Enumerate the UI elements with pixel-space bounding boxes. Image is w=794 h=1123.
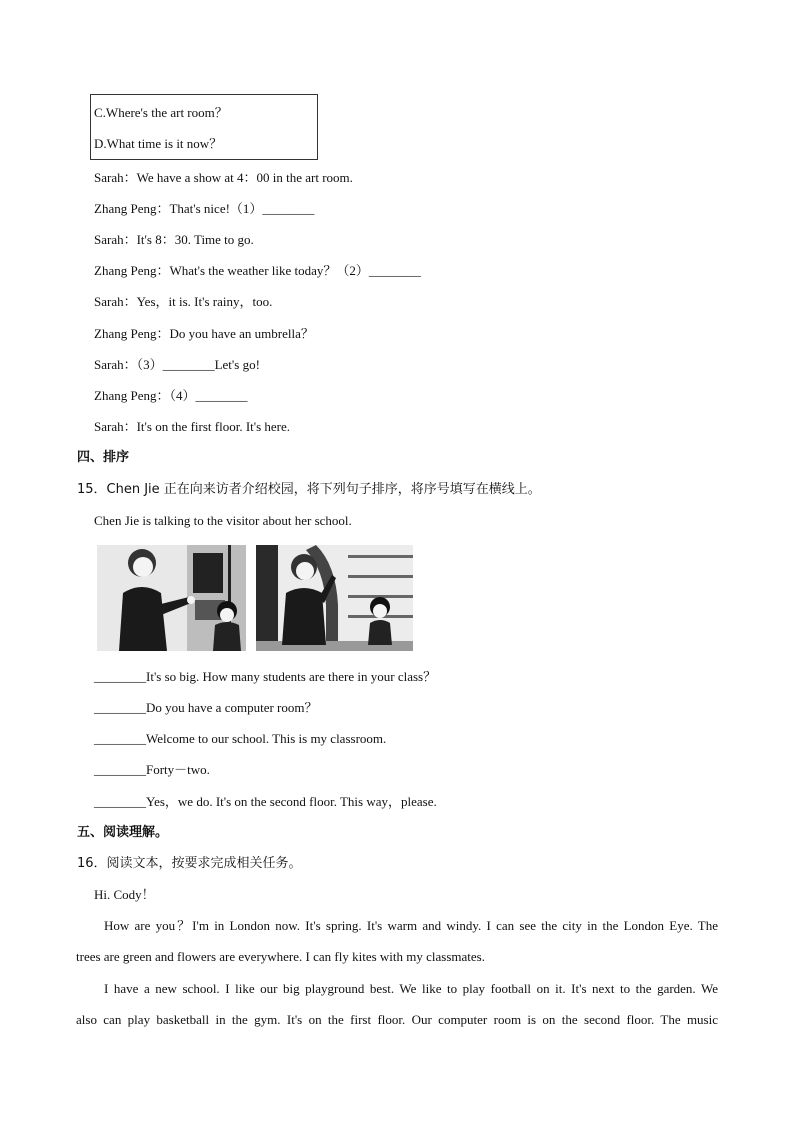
question-15: 15．Chen Jie 正在向来访者介绍校园，将下列句子排序，将序号填写在横线上。 — [77, 482, 541, 497]
option-c: C.Where's the art room？ — [94, 105, 228, 120]
dialogue-line: Zhang Peng：（4）________ — [94, 388, 248, 403]
sentence-line: ________Welcome to our school. This is my classroom. — [94, 731, 387, 746]
letter-greeting: Hi. Cody！ — [94, 887, 155, 902]
paragraph-text: How are you？I'm in London now. It's spring. It's warm and windy. I can see the city in the London Eye. The — [104, 918, 718, 933]
section-heading-4: 四、排序 — [77, 450, 130, 465]
sentence-line: ________Do you have a computer room？ — [94, 700, 318, 715]
question-15-english: Chen Jie is talking to the visitor about her school. — [94, 513, 352, 528]
dialogue-line: Zhang Peng：What's the weather like today？（2）________ — [94, 263, 421, 278]
classroom-picture — [97, 545, 246, 651]
sentence-line: ________Yes，we do. It's on the second floor. This way，please. — [94, 794, 437, 809]
dialogue-line: Sarah：We have a show at 4：00 in the art room. — [94, 170, 353, 185]
sentence-line: ________Forty－two. — [94, 762, 210, 777]
paragraph-2-line-1 — [76, 973, 718, 1004]
sentence-line: ________It's so big. How many students are there in your class？ — [94, 669, 437, 684]
dialogue-line: Sarah：Yes，it is. It's rainy，too. — [94, 294, 273, 309]
dialogue-line: Sarah：（3）________Let's go! — [94, 357, 260, 372]
hallway-picture — [256, 545, 413, 651]
dialogue-line: Sarah：It's on the first floor. It's here. — [94, 419, 291, 434]
paragraph-text: I have a new school. I like our big playground best. We like to play football on it. It's next to the garden. We — [104, 981, 718, 996]
option-d: D.What time is it now？ — [94, 136, 223, 151]
dialogue-line: Sarah：It's 8：30. Time to go. — [94, 232, 254, 247]
paragraph-1-line-1 — [76, 910, 718, 941]
dialogue-line: Zhang Peng：Do you have an umbrella？ — [94, 326, 314, 341]
question-16: 16．阅读文本，按要求完成相关任务。 — [77, 856, 302, 871]
options-box — [90, 94, 318, 160]
section-heading-5: 五、阅读理解。 — [77, 825, 169, 840]
dialogue-line: Zhang Peng：That's nice!（1）________ — [94, 201, 315, 216]
paragraph-1-line-2: trees are green and flowers are everywhere. I can fly kites with my classmates. — [76, 949, 485, 964]
paragraph-2-line-2: also can play basketball in the gym. It's on the first floor. Our computer room is on the second floor. The music — [76, 1012, 718, 1027]
